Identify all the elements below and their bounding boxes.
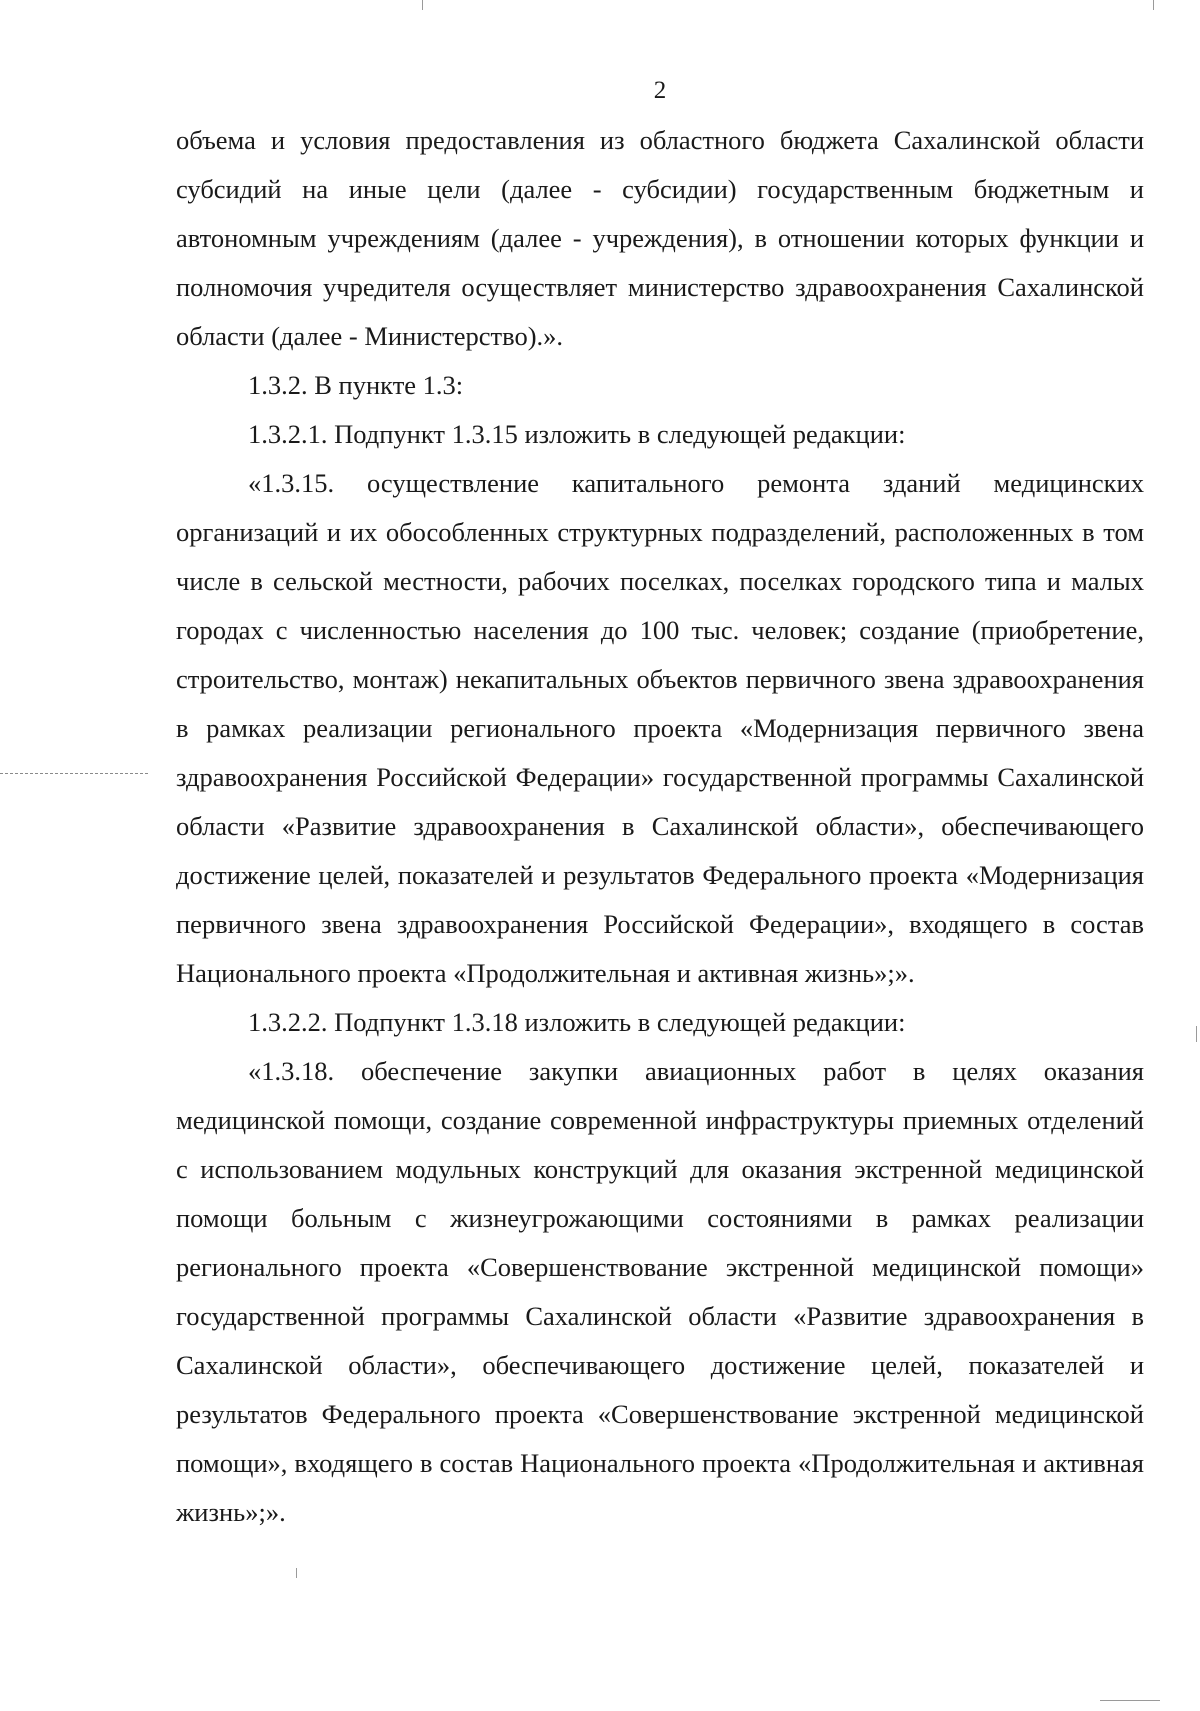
paragraph-1-3-18: «1.3.18. обеспечение закупки авиационных работ в целях оказания медицинской помощи, создание современной инфраструктуры приемных отделений с использованием модульных конструкций для оказания экстренной медицинской помощи больным с жизнеугрожающими состояниями в рамках реализации регионального проекта «Совершенствование экстренной медицинской помощи» государственной программы Сахалинской области «Развитие здравоохранения в Сахалинской области», обеспечивающего достижение целей, показателей и результатов Федерального проекта «Совершенствование экстренной медицинской помощи», входящего в состав Национального проекта «Продолжительная и активная жизнь»;». <box>176 1056 1144 1527</box>
scan-artifact-dashed-line <box>0 773 148 774</box>
scan-artifact-bottom-right <box>1100 1700 1160 1701</box>
scan-artifact-bottom <box>296 1568 297 1578</box>
page-number: 2 <box>653 77 667 104</box>
paragraph-1-3-2: 1.3.2. В пункте 1.3: <box>248 370 464 400</box>
scan-artifact-top-right <box>1153 0 1154 10</box>
scan-artifact-right-edge <box>1196 1026 1197 1042</box>
paragraph-continuation: объема и условия предоставления из областного бюджета Сахалинской области субсидий на иные цели (далее - субсидии) государственным бюджетным и автономным учреждениям (далее - учреждения), в отношении которых функции и полномочия учредителя осуществляет министерство здравоохранения Сахалинской области (далее - Министерство).». <box>176 125 1144 351</box>
document-body <box>176 116 1144 1537</box>
scan-artifact-top <box>422 0 423 10</box>
paragraph-1-3-2-2: 1.3.2.2. Подпункт 1.3.18 изложить в следующей редакции: <box>248 1007 906 1037</box>
paragraph-1-3-15: «1.3.15. осуществление капитального ремонта зданий медицинских организаций и их обособленных структурных подразделений, расположенных в том числе в сельской местности, рабочих поселках, поселках городского типа и малых городах с численностью населения до 100 тыс. человек; создание (приобретение, строительство, монтаж) некапитальных объектов первичного звена здравоохранения в рамках реализации регионального проекта «Модернизация первичного звена здравоохранения Российской Федерации» государственной программы Сахалинской области «Развитие здравоохранения в Сахалинской области», обеспечивающего достижение целей, показателей и результатов Федерального проекта «Модернизация первичного звена здравоохранения Российской Федерации», входящего в состав Национального проекта «Продолжительная и активная жизнь»;». <box>176 468 1144 988</box>
paragraph-1-3-2-1: 1.3.2.1. Подпункт 1.3.15 изложить в следующей редакции: <box>248 419 906 449</box>
